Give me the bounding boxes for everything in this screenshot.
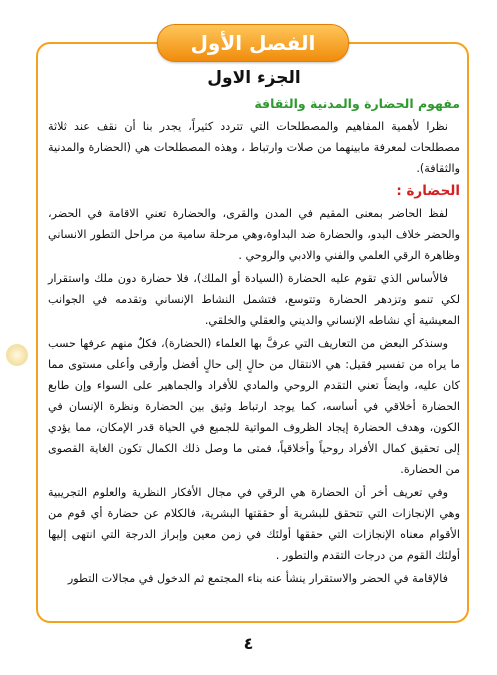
paragraph: لفظ الحاضر بمعنى المقيم في المدن والقرى، والحضارة تعني الاقامة في الحضر، والحضر خلاف البدو، والحضارة ضد البداوة،وهي مرحلة سامية من مراحل التطور الانساني وظاهرة الرقي العلمي والفني والادبي والروحي . bbox=[48, 207, 460, 262]
page-number: ٤ bbox=[243, 634, 254, 653]
section-heading: الحضارة : bbox=[396, 183, 460, 199]
part-title: الجزء الاول bbox=[207, 68, 301, 88]
chapter-title-banner: الفصل الأول bbox=[157, 24, 349, 62]
paragraph: فالإقامة في الحضر والاستقرار ينشأ عنه بناء المجتمع ثم الدخول في مجالات التطور bbox=[67, 572, 448, 585]
page-edge-ornament bbox=[6, 344, 28, 366]
section-subtitle: مفهوم الحضارة والمدنية والثقافة bbox=[254, 96, 460, 111]
paragraph: وفي تعريف أخر أن الحضارة هي الرقي في مجال الأفكار النظرية والعلوم التجريبية وهي الإنجازات التي تتحقق للبشرية أو حققتها البشرية، فالكلام عن حضارة أي قوم من الأقوام معناه الإنجازات التي حققها أولئك في زمن معين وإبراز الدرجة التي انتهى إليها أولئك القوم من درجات التقدم والتطور . bbox=[48, 486, 460, 562]
intro-paragraph: نظرا لأهمية المفاهيم والمصطلحات التي تتردد كثيراً، يجدر بنا أن نقف عند ثلاثة مصطلحات لمعرفة مابينهما من صلات وارتباط ، وهذه المصطلحات هي (الحضارة والمدنية والثقافة). bbox=[48, 120, 460, 175]
paragraph: وسنذكر البعض من التعاريف التي عرفَّ بها العلماء (الحضارة)، فكلٌ منهم عرفها حسب ما يراه من تفسير فقيل: هي الانتقال من حالٍ إلى حالٍ أفضل وأرقى وأعلى مستوى مما كان عليه، وايضاً تعني التقدم الروحي والمادي للأفراد والجماهير على السواء وإن طابع الحضارة أخلاقي في أساسه، كما يوجد ارتباط وثيق بين الحضارة ونظرة الإنسان في الكون، وهدف الحضارة إيجاد الظروف المواتية للجميع في الحياة قدر الإمكان، مما يؤدي إلى تحقيق كمال الأفراد روحياً وأخلاقياً، فمتى ما وصل ذلك الكمال تكون الغاية القصوى من الحضارة. bbox=[48, 337, 460, 476]
page-content bbox=[48, 66, 460, 591]
paragraph: فالأساس الذي تقوم عليه الحضارة (السيادة أو الملك)، فلا حضارة دون ملك واستقرار لكي تنمو وتزدهر الحضارة وتتوسع، فتشمل النشاط الإنساني وتقدمه في الجوانب المعيشية أي نشاطه الإنساني والديني والعقلي والخلقي. bbox=[48, 272, 460, 327]
